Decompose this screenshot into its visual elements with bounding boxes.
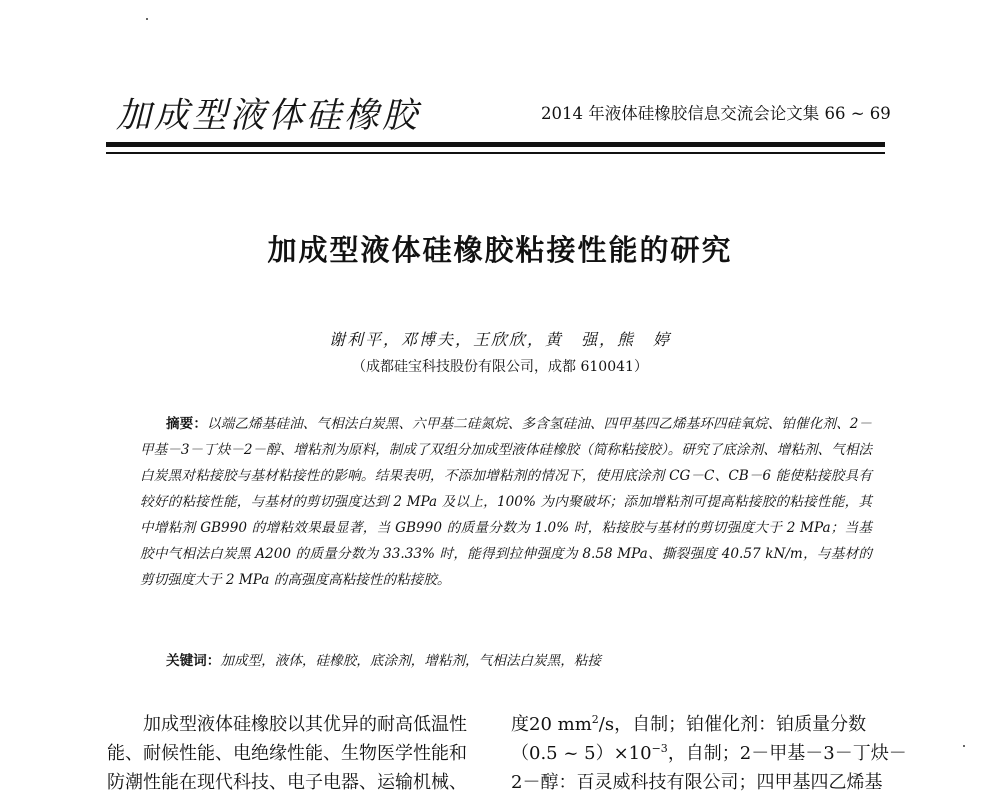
body-left-line: 加成型液体硅橡胶以其优异的耐高低温性 (143, 714, 467, 735)
body-column-left (107, 710, 467, 797)
article-affiliation: （成都硅宝科技股份有限公司，成都 610041） (352, 359, 648, 375)
body-right-line2-sup: −3 (651, 742, 668, 755)
body-right-line1-pre: 度20 mm (511, 714, 592, 735)
body-left-line: 能、耐候性能、电绝缘性能、生物医学性能和 (107, 743, 467, 764)
abstract-label: 摘要： (166, 416, 208, 432)
scan-speck (963, 745, 965, 747)
body-right-line (511, 739, 907, 768)
body-column-right (511, 710, 907, 797)
body-right-line2-post: ，自制；2－甲基－3－丁炔－ (667, 743, 907, 764)
body-right-line: 2－醇：百灵威科技有限公司；四甲基四乙烯基 (511, 772, 883, 793)
journal-name: 加成型液体硅橡胶 (116, 96, 421, 136)
abstract (140, 411, 872, 593)
journal-info: 2014 年液体硅橡胶信息交流会论文集 66 ~ 69 (541, 104, 891, 123)
body-right-line1-post: /s，自制；铂催化剂：铂质量分数 (598, 714, 867, 735)
body-right-line (511, 710, 907, 739)
scan-speck (146, 18, 148, 20)
abstract-text: 以端乙烯基硅油、气相法白炭黑、六甲基二硅氮烷、多含氢硅油、四甲基四乙烯基环四硅氧烷、铂催化剂、2－甲基－3－丁炔－2－醇、增粘剂为原料，制成了双组分加成型液体硅橡胶（简称粘接胶）。研究了底涂剂、增粘剂、气相法白炭黑对粘接胶与基材粘接性的影响。结果表明，不添加增粘剂的情况下，使用底涂剂 CG－C、CB－6 能使粘接胶具有较好的粘接性能，与基材的剪切强度达到 2 MPa 及以上，100% 为内聚破坏；添加增粘剂可提高粘接胶的粘接性能，其中增粘剂 GB990 的增粘效果最显著，当 GB990 的质量分数为 1.0% 时，粘接胶与基材的剪切强度大于 2 MPa；当基胶中气相法白炭黑 A200 的质量分数为 33.33% 时，能得到拉伸强度为 8.58 MPa、撕裂强度 40.57 kN/m，与基材的剪切强度大于 2 MPa 的高强度高粘接性的粘接胶。 (140, 416, 872, 588)
article-title: 加成型液体硅橡胶粘接性能的研究 (267, 233, 733, 267)
keywords-text: 加成型，液体，硅橡胶，底涂剂，增粘剂，气相法白炭黑，粘接 (220, 653, 601, 669)
keywords (166, 649, 601, 669)
body-left-line: 防潮性能在现代科技、电子电器、运输机械、 (107, 772, 467, 793)
body-right-line2-pre: （0.5 ~ 5）×10 (511, 743, 652, 764)
header-rule-thin (106, 152, 885, 154)
header-rule-thick (106, 142, 885, 147)
body-right-line1-sup: 2 (591, 713, 599, 726)
article-authors: 谢利平，邓博夫，王欣欣，黄 强，熊 婷 (328, 330, 671, 349)
keywords-label: 关键词： (166, 653, 221, 669)
